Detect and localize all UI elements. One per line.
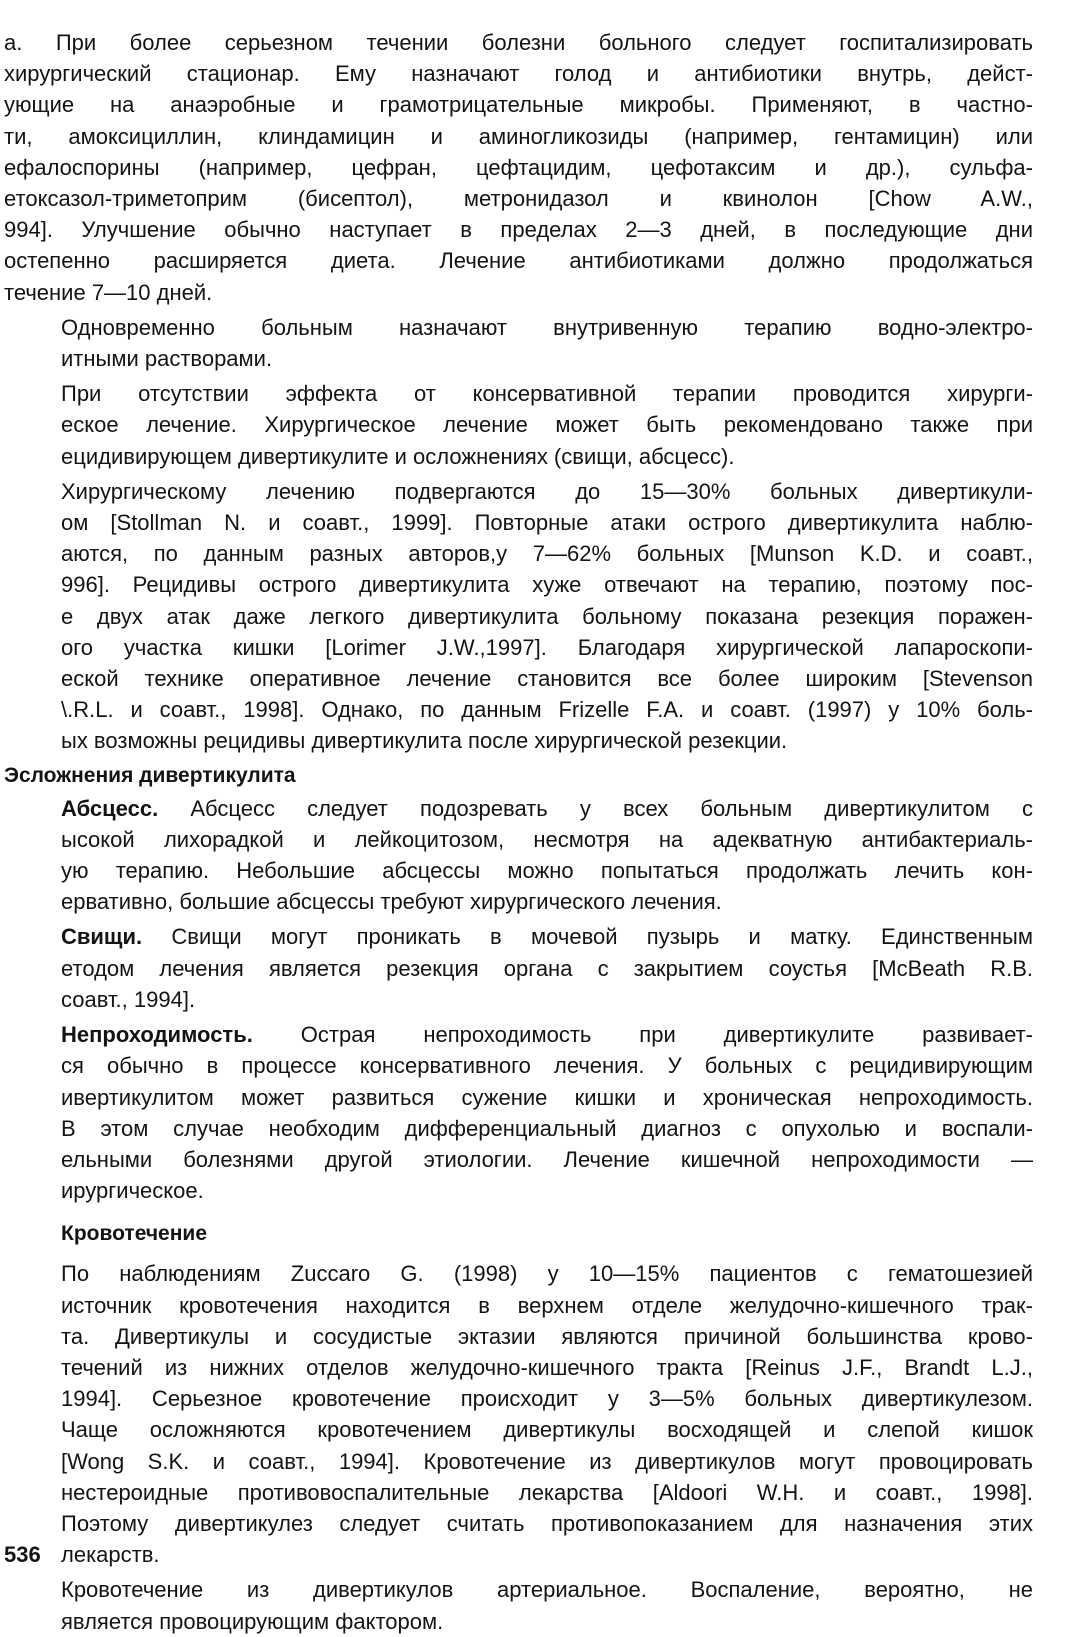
text-line: ых возможны рецидивы дивертикулита после хирургической резекции. [61, 728, 788, 754]
paragraph [4, 1019, 1033, 1206]
text-line: 1994]. Серьезное кровотечение происходит у 3—5% больных дивертикулезом. [61, 1386, 1033, 1412]
text-line: ого участка кишки [Lorimer J.W.,1997]. Благодаря хирургической лапароскопи- [61, 634, 1033, 660]
text-line [4, 793, 1033, 824]
paragraph [4, 378, 1033, 472]
paragraph [4, 921, 1033, 1015]
text-line: При отсутствии эффекта от консервативной терапии проводится хирурги- [61, 381, 1033, 407]
text-line: хирургический стационар. Ему назначают голод и антибиотики внутрь, дейст- [4, 61, 1033, 87]
paragraph [4, 793, 1033, 918]
text-line: 996]. Рецидивы острого дивертикулита хуже отвечают на терапию, поэтому пос- [61, 572, 1033, 598]
text-line: ивертикулитом может развиться сужение кишки и хроническая непроходимость. [61, 1084, 1033, 1110]
text-line [4, 1019, 1033, 1050]
text-column [4, 27, 1033, 1637]
text-line: По наблюдениям Zuccaro G. (1998) у 10—15% пациентов с гематошезией [61, 1261, 1033, 1287]
text-line: ефалоспорины (например, цефран, цефтацидим, цефотаксим и др.), сульфа- [4, 154, 1033, 180]
term-abscess: Абсцесс. [61, 795, 159, 821]
paragraph [4, 1574, 1033, 1636]
text-line: ирургическое. [61, 1178, 204, 1204]
text-line: 994]. Улучшение обычно наступает в пределах 2—3 дней, в последующие дни [4, 217, 1033, 243]
paragraph [4, 476, 1033, 757]
text-line: та. Дивертикулы и сосудистые эктазии являются причиной большинства крово- [61, 1323, 1033, 1349]
text-line: В этом случае необходим дифференциальный диагноз с опухолью и воспали- [61, 1115, 1033, 1141]
term-fistulas: Свищи. [61, 924, 143, 950]
text-line: еской технике оперативное лечение становится все более широким [Stevenson [61, 666, 1033, 692]
text-line: остепенно расширяется диета. Лечение антибиотиками должно продолжаться [4, 248, 1033, 274]
paragraph [4, 312, 1033, 374]
text-line: е двух атак даже легкого дивертикулита больному показана резекция поражен- [61, 603, 1033, 629]
text-line: ервативно, большие абсцессы требуют хирургического лечения. [61, 889, 722, 915]
text-line: Хирургическому лечению подвергаются до 15—30% больных дивертикули- [61, 478, 1033, 504]
text-line: ельными болезнями другой этиологии. Лечение кишечной непроходимости — [61, 1146, 1033, 1172]
text-line: Кровотечение из дивертикулов артериальное. Воспаление, вероятно, не [61, 1577, 1033, 1603]
text-line: еское лечение. Хирургическое лечение может быть рекомендовано также при [61, 412, 1033, 438]
text-line: [Wong S.K. и соавт., 1994]. Кровотечение из дивертикулов могут провоцировать [61, 1448, 1033, 1474]
text-line: ую терапию. Небольшие абсцессы можно попытаться продолжать лечить кон- [61, 858, 1033, 884]
text-line: етоксазол-триметоприм (бисептол), метронидазол и квинолон [Chow A.W., [4, 186, 1033, 212]
text-line: лекарств. [61, 1542, 160, 1568]
text-run: Острая непроходимость при дивертикулите развивает- [252, 1022, 1033, 1048]
text-line: источник кровотечения находится в верхнем отделе желудочно-кишечного трак- [61, 1292, 1033, 1318]
section-heading-complications: Эсложнения дивертикулита [4, 763, 296, 787]
text-line: течений из нижних отделов желудочно-кишечного тракта [Reinus J.F., Brandt L.J., [61, 1354, 1033, 1380]
text-line: ти, амоксициллин, клиндамицин и аминогликозиды (например, гентамицин) или [4, 123, 1033, 149]
term-obstruction: Непроходимость. [61, 1022, 253, 1048]
text-run: Свищи могут проникать в мочевой пузырь и матку. Единственным [142, 924, 1033, 950]
text-line: Поэтому дивертикулез следует считать противопоказанием для назначения этих [61, 1510, 1033, 1536]
text-line: ующие на анаэробные и грамотрицательные микробы. Применяют, в частно- [4, 92, 1033, 118]
paragraph [4, 1258, 1033, 1570]
text-line: является провоцирующим фактором. [61, 1608, 444, 1634]
text-line: нестероидные противовоспалительные лекарства [Aldoori W.H. и соавт., 1998]. [61, 1479, 1033, 1505]
section-heading-bleeding: Кровотечение [61, 1222, 207, 1246]
text-line: Чаще осложняются кровотечением дивертикулы восходящей и слепой кишок [61, 1417, 1033, 1443]
text-line: ысокой лихорадкой и лейкоцитозом, несмотря на адекватную антибактериаль- [61, 826, 1033, 852]
text-line [4, 921, 1033, 952]
text-run: Абсцесс следует подозревать у всех больным дивертикулитом с [158, 795, 1033, 821]
text-line: аются, по данным разных авторов,у 7—62% больных [Munson K.D. и соавт., [61, 541, 1033, 567]
text-line: \.R.L. и соавт., 1998]. Однако, по данным Frizelle F.A. и соавт. (1997) у 10% боль- [61, 697, 1033, 723]
text-line: итными растворами. [61, 346, 273, 372]
text-line: а. При более серьезном течении болезни больного следует госпитализировать [4, 30, 1033, 55]
text-line: соавт., 1994]. [61, 986, 196, 1012]
text-line: ся обычно в процессе консервативного лечения. У больных с рецидивирующим [61, 1053, 1033, 1079]
text-line: течение 7—10 дней. [4, 279, 213, 305]
page-number: 536 [4, 1542, 41, 1567]
text-line: етодом лечения является резекция органа с закрытием соустья [McBeath R.B. [61, 955, 1033, 981]
text-line: ом [Stollman N. и соавт., 1999]. Повторные атаки острого дивертикулита наблю- [61, 510, 1033, 536]
paragraph [4, 27, 1033, 308]
text-line: ецидивирующем дивертикулите и осложнениях (свищи, абсцесс). [61, 443, 735, 469]
text-line: Одновременно больным назначают внутривенную терапию водно-электро- [61, 314, 1033, 340]
